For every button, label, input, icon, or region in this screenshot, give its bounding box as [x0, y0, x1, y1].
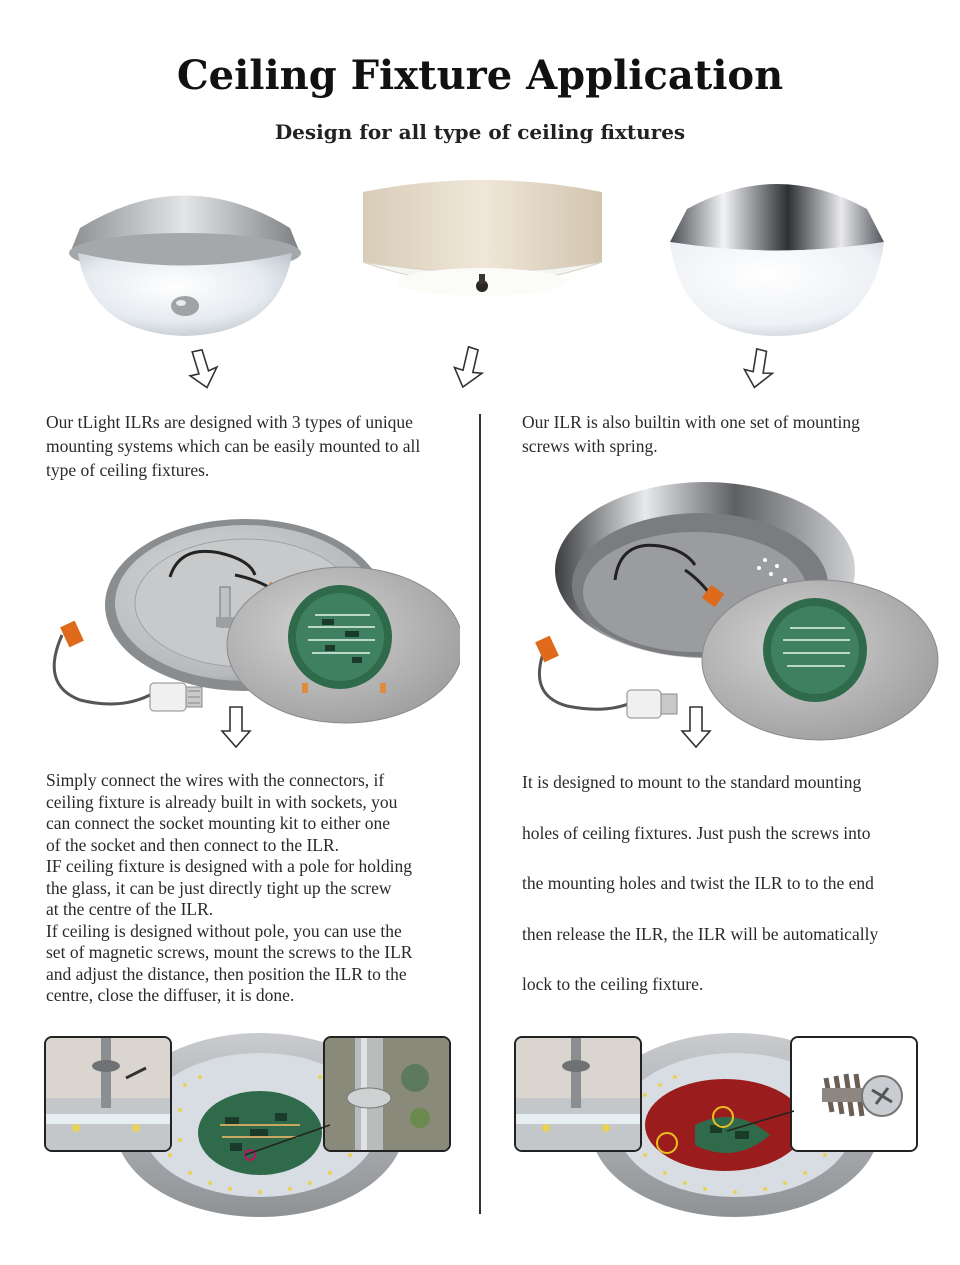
right-instructions-text: It is designed to mount to the standard mounting holes of ceiling fixtures. Just push the screws into the mounting holes and twist the ILR to to the end then release the ILR, the ILR will be automatically lock to the ceiling fixture.: [522, 772, 879, 994]
fixture-inset-photo: [514, 1036, 642, 1152]
fixture-image-chrome-bowl: [662, 164, 892, 339]
arrow-down-icon: [186, 348, 220, 390]
right-intro-text: Our ILR is also builtin with one set of mounting screws with spring.: [522, 412, 860, 456]
pole-inset-photo: [44, 1036, 172, 1152]
page-title: Ceiling Fixture Application: [176, 52, 784, 99]
callout-line: [722, 1106, 802, 1136]
spring-screw-mounting-image: [515, 470, 940, 745]
spring-screw-inset-photo: [790, 1036, 918, 1152]
page-subtitle: Design for all type of ceiling fixtures: [274, 120, 686, 144]
fixture-image-drum-shade: [360, 170, 605, 305]
fixture-image-alabaster: [60, 168, 310, 348]
magnetic-screw-inset-photo: [323, 1036, 451, 1152]
arrow-down-icon: [452, 346, 486, 390]
left-instructions-text: Simply connect the wires with the connectors, if ceiling fixture is already built in with sockets, you can connect the socket mounting kit to either one of the socket and then connect to the ILR. IF ceiling fixture is designed with a pole for holding the glass, it can be just directly tight up the screw at the centre of the ILR. If ceiling is designed without pole, you can use the set of magnetic screws, mount the screws to the ILR and adjust the distance, then position the ILR to the centre, close the diffuser, it is done.: [46, 770, 413, 1005]
arrow-down-icon: [220, 705, 252, 749]
arrow-down-icon: [680, 705, 712, 749]
arrow-down-icon: [742, 348, 776, 390]
callout-line: [240, 1120, 340, 1160]
left-intro-text: Our tLight ILRs are designed with 3 types of unique mounting systems which can be easily mounted to all type of ceiling fixtures.: [46, 412, 421, 480]
column-divider: [479, 414, 481, 1214]
